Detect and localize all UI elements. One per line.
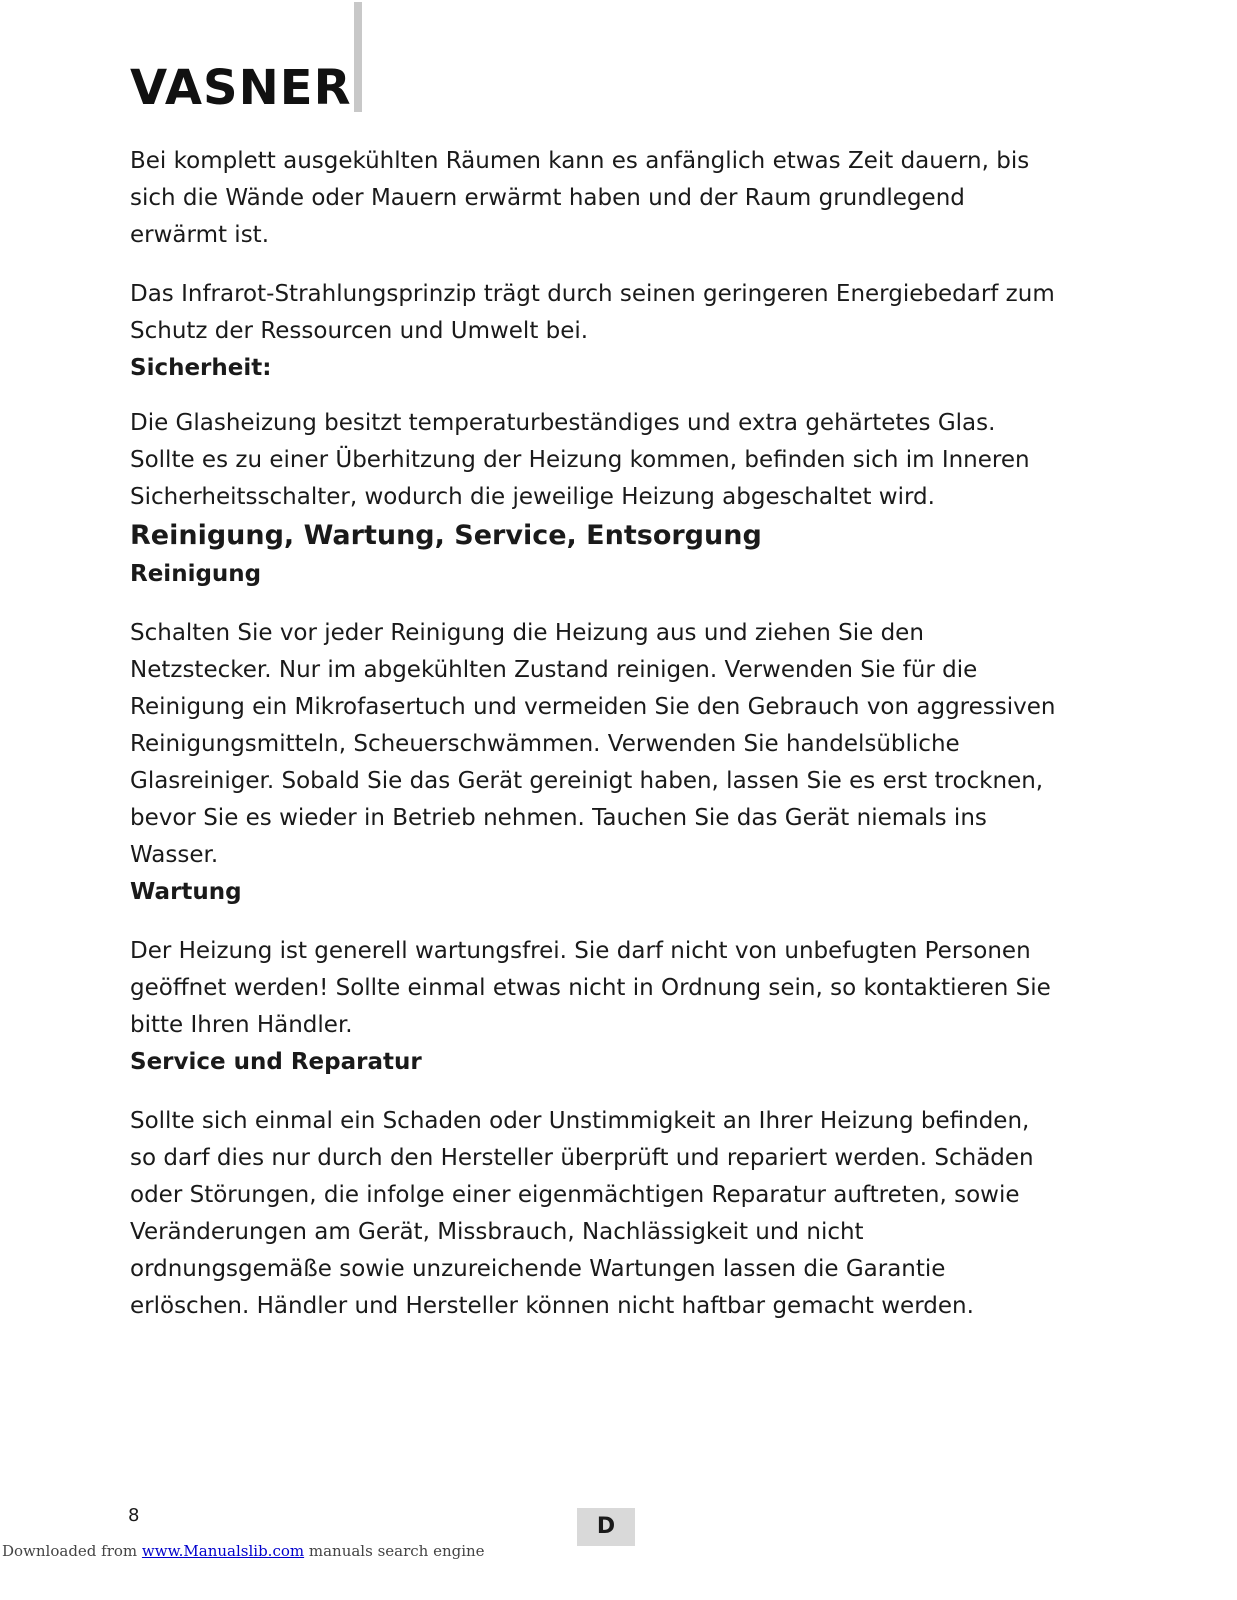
- cleaning-text: Schalten Sie vor jeder Reinigung die Heizung aus und ziehen Sie den Netzstecker. Nur im abgekühlten Zustand reinigen. Verwenden Sie für die Reinigung ein Mikrofasertuch und vermeiden Sie den Gebrauch von aggressiven Reinigungsmitteln, Scheuerschwämmen. Verwenden Sie handelsübliche Glasreiniger. Sobald Sie das Gerät gereinigt haben, lassen Sie es erst trocknen, bevor Sie es wieder in Betrieb nehmen. Tauchen Sie das Gerät niemals ins Wasser.: [130, 620, 1056, 868]
- service-heading: Service und Reparatur: [130, 1049, 422, 1075]
- page-number: 8: [128, 1505, 140, 1526]
- cleaning-heading: Reinigung: [130, 561, 262, 587]
- safety-text: Die Glasheizung besitzt temperaturbeständiges und extra gehärtetes Glas. Sollte es zu einer Überhitzung der Heizung kommen, befinden sich im Inneren Sicherheitsschalter, wodurch die jeweilige Heizung abgeschaltet wird.: [130, 410, 1030, 510]
- footer-prefix: Downloaded from: [2, 1542, 142, 1560]
- maintenance-text: Der Heizung ist generell wartungsfrei. Sie darf nicht von unbefugten Personen geöffnet werden! Sollte einmal etwas nicht in Ordnung sein, so kontaktieren Sie bitte Ihren Händler.: [130, 938, 1051, 1038]
- intro-paragraph-2: Das Infrarot-Strahlungsprinzip trägt durch seinen geringeren Energiebedarf zum Schutz der Ressourcen und Umwelt bei.: [130, 281, 1055, 344]
- language-badge: D: [577, 1508, 635, 1546]
- intro-paragraph-1: Bei komplett ausgekühlten Räumen kann es anfänglich etwas Zeit dauern, bis sich die Wände oder Mauern erwärmt haben und der Raum grundlegend erwärmt ist.: [130, 148, 1030, 248]
- page-content: [130, 143, 1060, 1325]
- logo-divider-bar: [354, 2, 362, 112]
- service-text: Sollte sich einmal ein Schaden oder Unstimmigkeit an Ihrer Heizung befinden, so darf dies nur durch den Hersteller überprüft und repariert werden. Schäden oder Störungen, die infolge einer eigenmächtigen Reparatur auftreten, sowie Veränderungen am Gerät, Missbrauch, Nachlässigkeit und nicht ordnungsgemäße sowie unzureichende Wartungen lassen die Garantie erlöschen. Händler und Hersteller können nicht haftbar gemacht werden.: [130, 1108, 1034, 1319]
- download-footer: [2, 1541, 485, 1561]
- footer-link[interactable]: www.Manualslib.com: [141, 1542, 305, 1560]
- brand-logo: VASNER: [130, 60, 352, 116]
- safety-heading: Sicherheit:: [130, 355, 272, 381]
- section-title: Reinigung, Wartung, Service, Entsorgung: [130, 520, 762, 551]
- footer-suffix: manuals search engine: [304, 1542, 485, 1560]
- maintenance-heading: Wartung: [130, 879, 242, 905]
